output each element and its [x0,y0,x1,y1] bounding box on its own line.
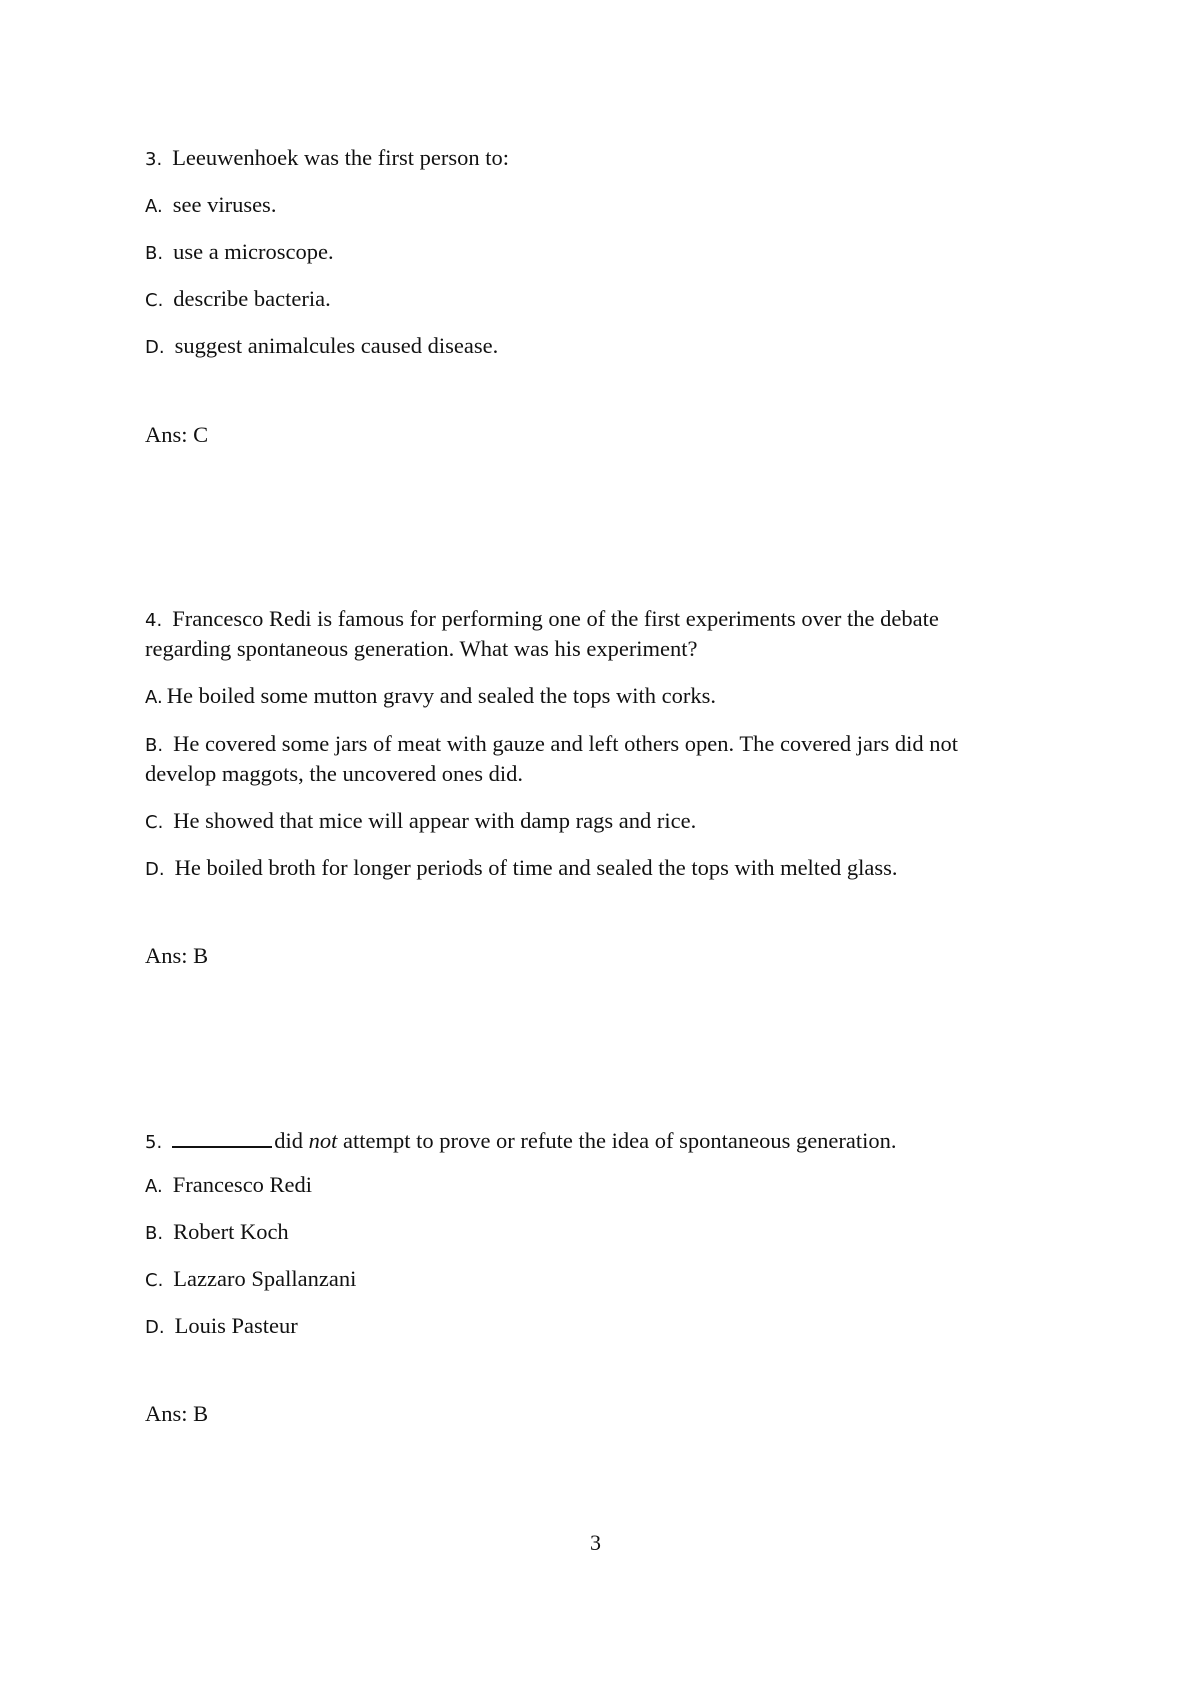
option-label: D. [145,1317,165,1338]
question-3-option-b [145,237,334,269]
option-text: He covered some jars of meat with gauze and left others open. The covered jars did not [173,731,959,756]
option-text: Lazzaro Spallanzani [173,1266,357,1291]
question-5-stem [145,1124,897,1158]
question-number: 4. [145,610,163,631]
option-label: A. [145,196,163,217]
question-4-option-d [145,853,898,885]
option-label: B. [145,735,164,756]
option-label: C. [145,812,164,833]
option-text: Robert Koch [173,1219,289,1244]
question-text-before: did [274,1128,309,1153]
question-5-option-b [145,1217,289,1249]
option-text: Francesco Redi [172,1172,313,1197]
question-4-stem-line-2: regarding spontaneous generation. What was his experiment? [145,636,698,661]
question-3-answer: Ans: C [145,422,209,447]
option-label: C. [145,1270,164,1291]
question-text-emphasis: not [308,1128,338,1153]
question-number: 3. [145,149,163,170]
option-text: see viruses. [172,192,277,217]
question-3-stem [145,143,509,175]
option-label: B. [145,243,164,264]
option-label: B. [145,1223,164,1244]
question-4-answer: Ans: B [145,943,209,968]
option-label: A. [145,687,163,708]
question-4-option-c [145,806,696,838]
question-5-option-c [145,1264,356,1296]
question-3-option-a [145,190,276,222]
question-number: 5. [145,1132,163,1153]
option-text: He showed that mice will appear with damp rags and rice. [173,808,697,833]
question-text-after: attempt to prove or refute the idea of spontaneous generation. [337,1128,897,1153]
fill-in-blank [172,1124,272,1148]
question-5-option-a [145,1170,312,1202]
option-label: D. [145,337,165,358]
question-text: Leeuwenhoek was the first person to: [172,145,509,170]
option-label: D. [145,859,165,880]
question-4-option-a [145,681,716,713]
option-label: C. [145,290,164,311]
question-4-option-b-line-2: develop maggots, the uncovered ones did. [145,761,524,786]
question-4-option-b-line-1 [145,729,958,761]
option-text: suggest animalcules caused disease. [174,333,499,358]
option-text: Louis Pasteur [174,1313,298,1338]
option-text: describe bacteria. [173,286,331,311]
question-5-option-d [145,1311,298,1343]
question-5-answer: Ans: B [145,1401,209,1426]
question-3-option-c [145,284,331,316]
question-4-stem-line-1 [145,604,939,636]
question-text: Francesco Redi is famous for performing one of the first experiments over the debate [172,606,939,631]
question-3-option-d [145,331,498,363]
option-text: use a microscope. [173,239,334,264]
page-number: 3 [590,1530,601,1555]
option-text: He boiled broth for longer periods of time and sealed the tops with melted glass. [174,855,898,880]
option-label: A. [145,1176,163,1197]
option-text: He boiled some mutton gravy and sealed the tops with corks. [166,683,716,708]
